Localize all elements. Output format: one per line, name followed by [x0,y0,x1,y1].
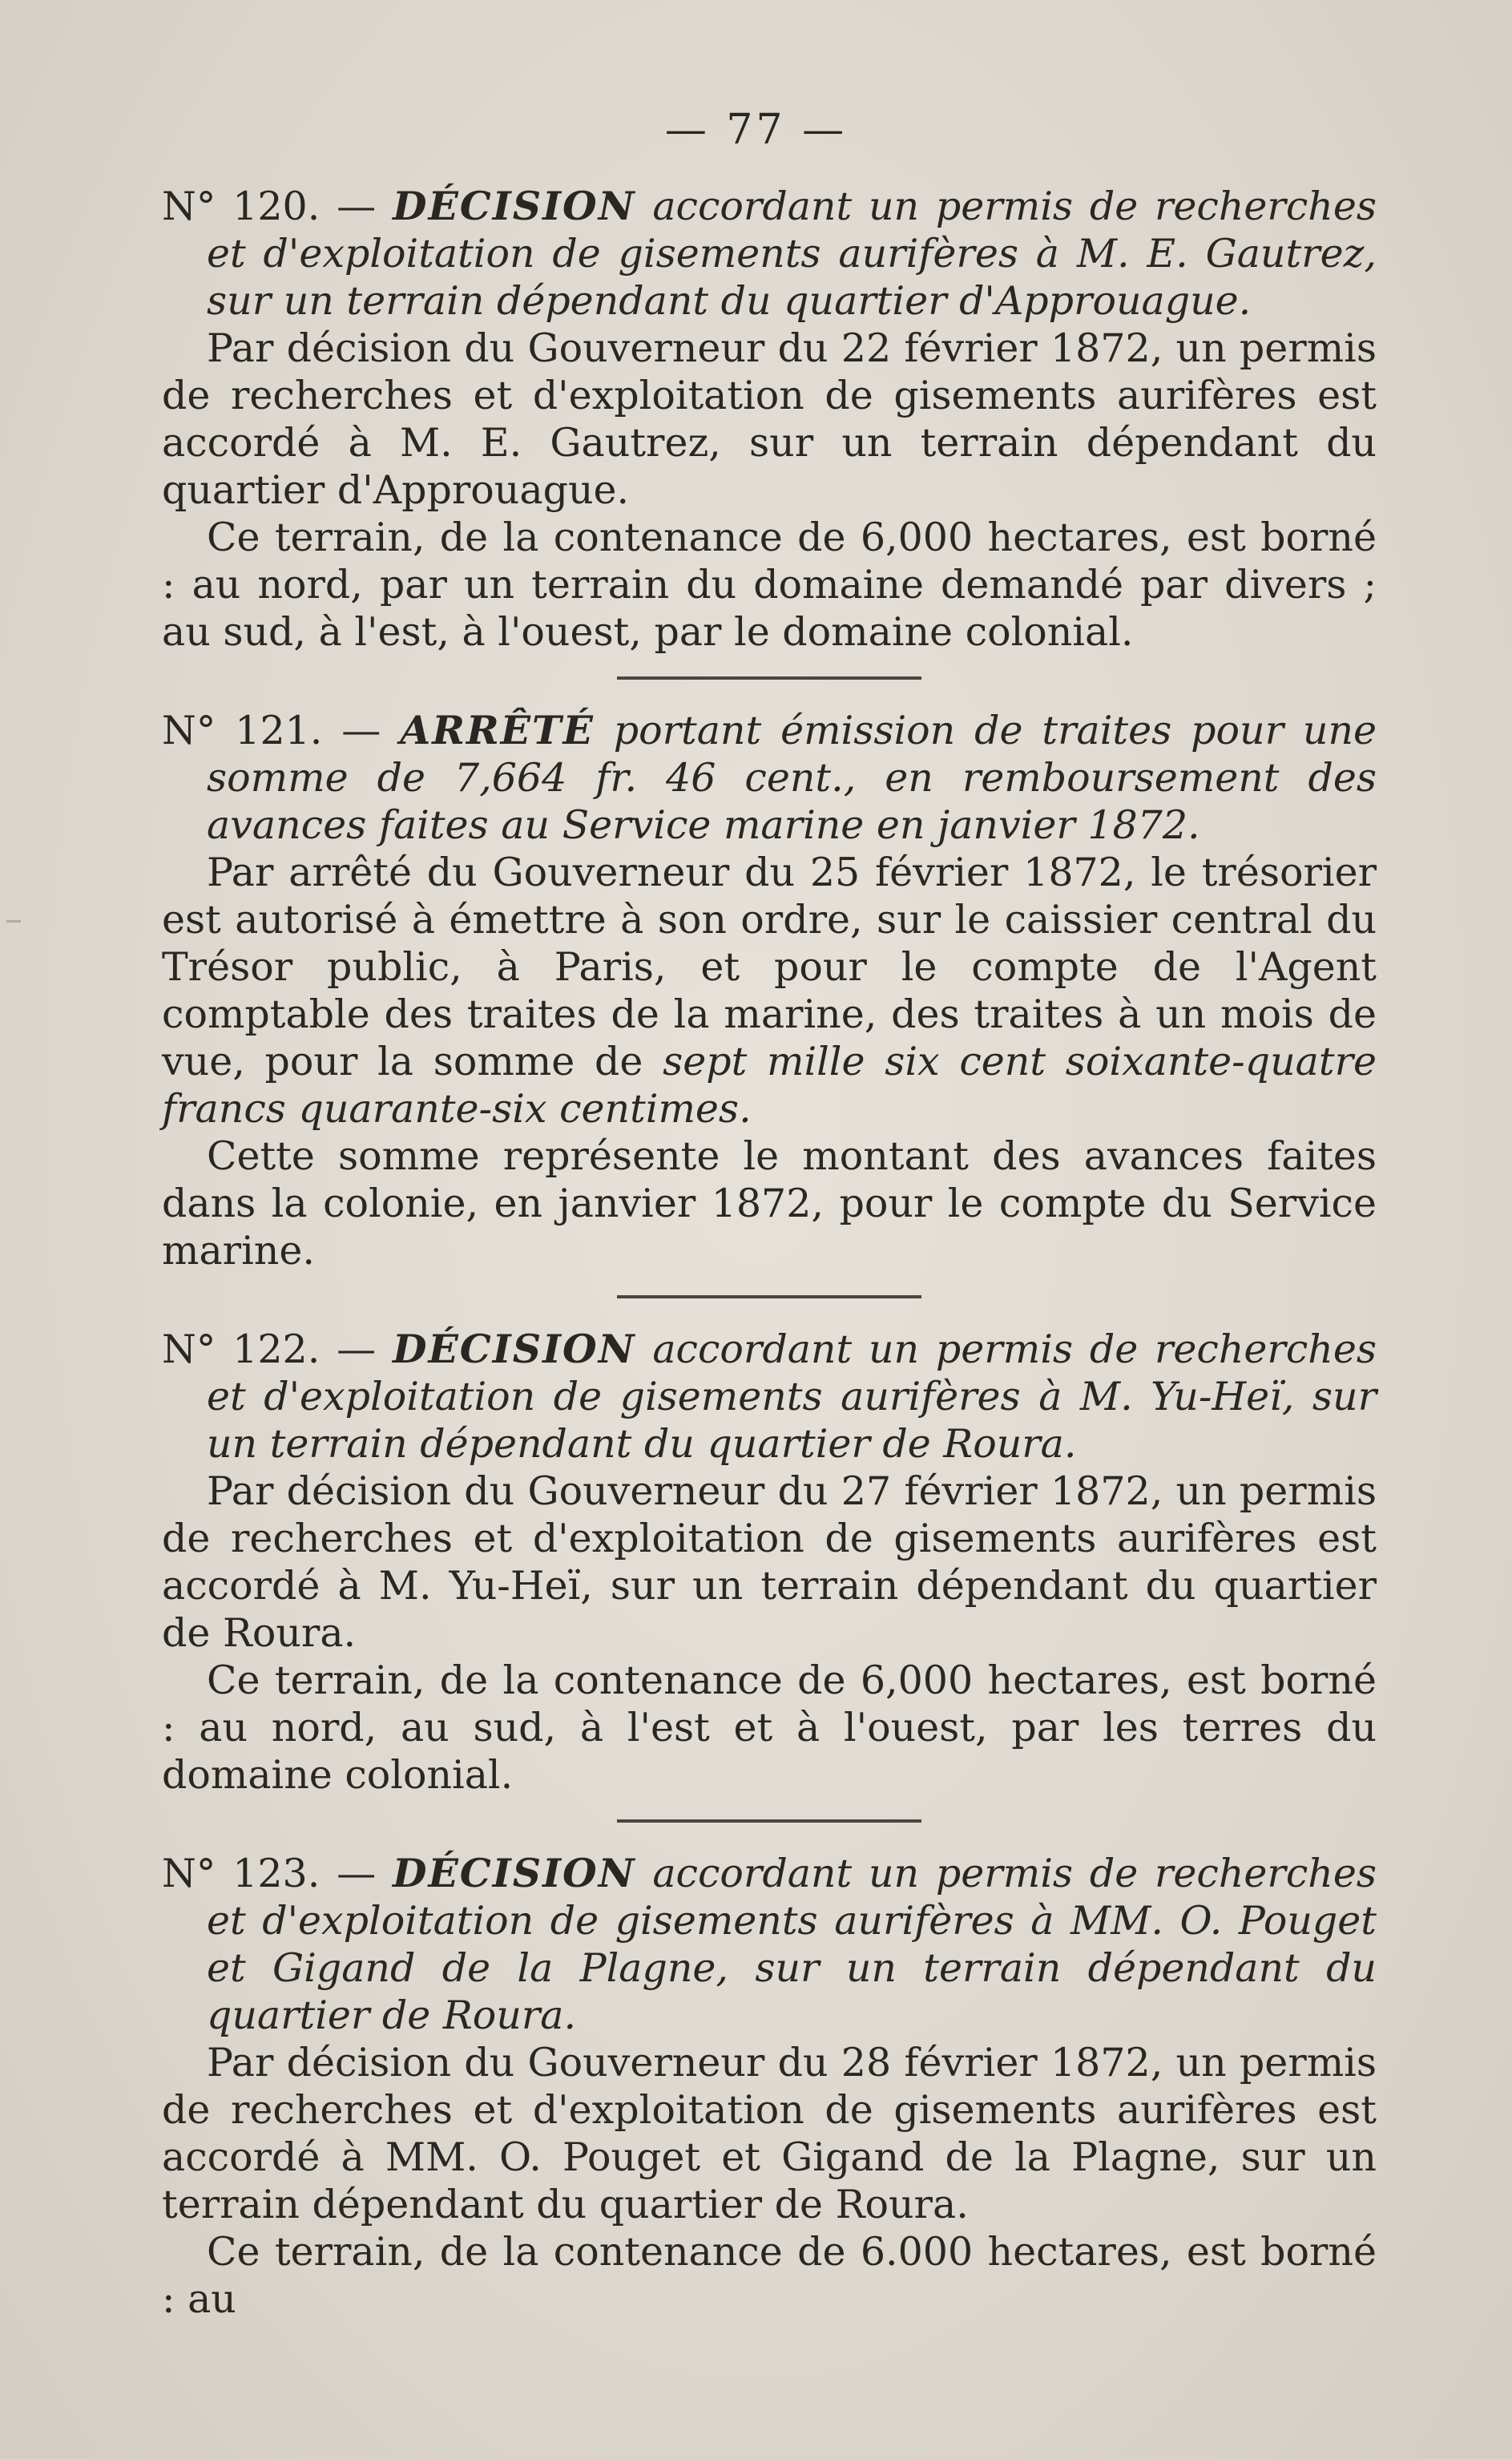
entry-heading [162,1326,1377,1468]
entry-keyword: DÉCISION [392,183,636,229]
entry-heading [162,707,1377,849]
entry-122 [162,1326,1377,1799]
paragraph-text: Par arrêté du Gouverneur du 25 février 1872, le trésorier est autorisé à émettre à son ordre, sur le caissier central du Trésor public, à Paris, et pour le compte de l'Agent comptable des traites de la marine, des traites à un mois de vue, pour la somme de [162,850,1377,1084]
section-divider [617,1819,921,1823]
entry-number: N° 123. [162,1851,321,1896]
section-divider [617,1295,921,1298]
entry-number: N° 122. [162,1326,321,1372]
entry-dash: — [337,1326,377,1372]
entry-description: accordant un permis de recherches et d'exploitation de gisements aurifères à M. Yu-Heï, sur un terrain dépendant du quartier de Roura. [207,1326,1377,1467]
entry-description: accordant un permis de recherches et d'exploitation de gisements aurifères à MM. O. Pouget et Gigand de la Plagne, sur un terrain dépendant du quartier de Roura. [207,1851,1377,2038]
entry-dash: — [337,184,377,229]
paragraph: Ce terrain, de la contenance de 6,000 hectares, est borné : au nord, par un terrain du domaine demandé par divers ; au sud, à l'est, à l'ouest, par le domaine colonial. [162,515,1377,655]
section-divider [617,676,921,680]
entry-heading [162,183,1377,325]
paragraph [162,849,1377,1133]
entry-description: accordant un permis de recherches et d'exploitation de gisements aurifères à M. E. Gautrez, sur un terrain dépendant du quartier d'Approuague. [207,184,1377,324]
entry-dash: — [337,1851,377,1896]
paragraph: Ce terrain, de la contenance de 6.000 hectares, est borné : au [162,2229,1377,2322]
page-text [162,183,1377,2323]
entry-121 [162,707,1377,1274]
paragraph: Par décision du Gouverneur du 27 février 1872, un permis de recherches et d'exploitation de gisements aurifères est accordé à M. Yu-Heï, sur un terrain dépendant du quartier de Roura. [162,1468,1377,1656]
entry-keyword: ARRÊTÉ [400,707,595,753]
entry-description: portant émission de traites pour une somme de 7,664 fr. 46 cent., en remboursement des avances faites au Service marine en janvier 1872. [207,708,1377,848]
paragraph: Par décision du Gouverneur du 28 février 1872, un permis de recherches et d'exploitation de gisements aurifères est accordé à MM. O. Pouget et Gigand de la Plagne, sur un terrain dépendant du quartier de Roura. [162,2040,1377,2227]
paragraph: Cette somme représente le montant des avances faites dans la colonie, en janvier 1872, pour le compte du Service marine. [162,1133,1377,1274]
paragraph: Ce terrain, de la contenance de 6,000 hectares, est borné : au nord, au sud, à l'est et à l'ouest, par les terres du domaine colonial. [162,1658,1377,1798]
entry-number: N° 121. [162,708,323,753]
entry-heading [162,1850,1377,2039]
entry-keyword: DÉCISION [392,1326,636,1372]
paragraph: Par décision du Gouverneur du 22 février 1872, un permis de recherches et d'exploitation de gisements aurifères est accordé à M. E. Gautrez, sur un terrain dépendant du quartier d'Approuague. [162,325,1377,513]
entry-123 [162,1850,1377,2323]
entry-number: N° 120. [162,184,321,229]
entry-120 [162,183,1377,656]
amount-in-words: sept mille six cent soixante-quatre francs quarante-six centimes. [162,1039,1377,1132]
margin-mark [6,920,21,929]
entry-keyword: DÉCISION [392,1850,636,1896]
page-number: — 77 — [664,106,848,154]
entry-dash: — [341,708,381,753]
